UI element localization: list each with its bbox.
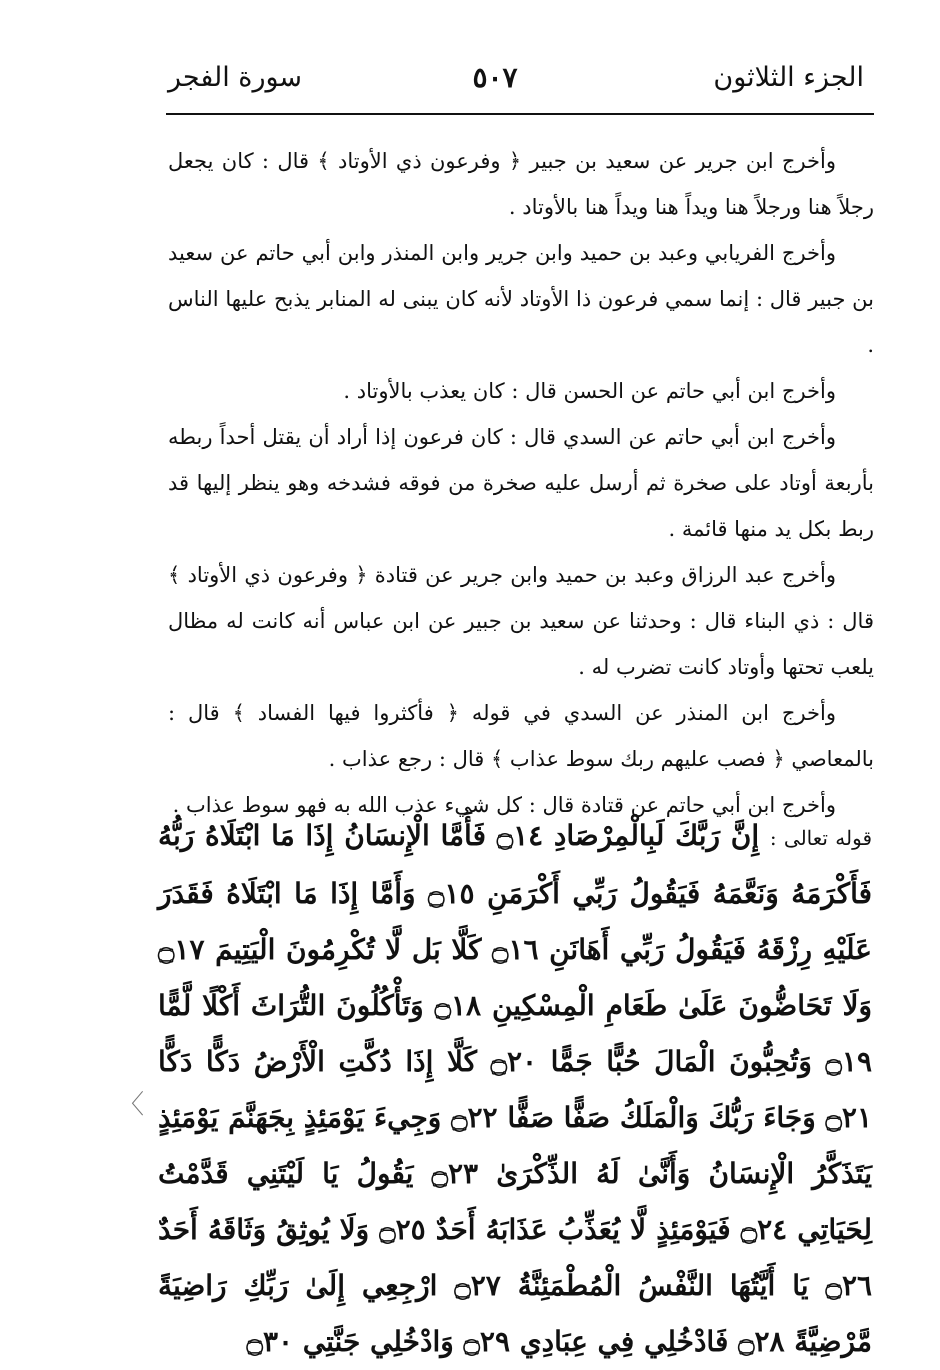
paragraph-5: وأخرج عبد الرزاق وعبد بن حميد وابن جرير عن قتادة ﴿ وفرعون ذي الأوتاد ﴾ قال : ذي البناء قال : وحدثنا عن سعيد بن جبير عن ابن عباس أنه كانت له مظال يلعب تحتها وأوتاد كانت تضرب له . — [168, 563, 874, 679]
surah-title: سورة الفجر — [168, 62, 303, 93]
header-rule — [166, 113, 874, 115]
quran-passage — [158, 808, 872, 1370]
quran-intro: قوله تعالى : — [769, 826, 873, 850]
commentary — [168, 138, 874, 828]
paragraph-3: وأخرج ابن أبي حاتم عن الحسن قال : كان يعذب بالأوتاد . — [343, 379, 836, 403]
quran-verses: إِنَّ رَبَّكَ لَبِالْمِرْصَادِ ۝١٤ فَأَمَّا الْإِنسَانُ إِذَا مَا ابْتَلَاهُ رَبُّهُ فَأَكْرَمَهُ وَنَعَّمَهُ فَيَقُولُ رَبِّي أَكْرَمَنِ ۝١٥ وَأَمَّا إِذَا مَا ابْتَلَاهُ فَقَدَرَ عَلَيْهِ رِزْقَهُ فَيَقُولُ رَبِّي أَهَانَنِ ۝١٦ كَلَّا بَل لَّا تُكْرِمُونَ الْيَتِيمَ ۝١٧ وَلَا تَحَاضُّونَ عَلَىٰ طَعَامِ الْمِسْكِينِ ۝١٨ وَتَأْكُلُونَ التُّرَاثَ أَكْلًا لَّمًّا ۝١٩ وَتُحِبُّونَ الْمَالَ حُبًّا جَمًّا ۝٢٠ كَلَّا إِذَا دُكَّتِ الْأَرْضُ دَكًّا دَكًّا ۝٢١ وَجَاءَ رَبُّكَ وَالْمَلَكُ صَفًّا صَفًّا ۝٢٢ وَجِيءَ يَوْمَئِذٍ بِجَهَنَّمَ يَوْمَئِذٍ يَتَذَكَّرُ الْإِنسَانُ وَأَنَّىٰ لَهُ الذِّكْرَىٰ ۝٢٣ يَقُولُ يَا لَيْتَنِي قَدَّمْتُ لِحَيَاتِي ۝٢٤ فَيَوْمَئِذٍ لَّا يُعَذِّبُ عَذَابَهُ أَحَدٌ ۝٢٥ وَلَا يُوثِقُ وَثَاقَهُ أَحَدٌ ۝٢٦ يَا أَيَّتُهَا النَّفْسُ الْمُطْمَئِنَّةُ ۝٢٧ ارْجِعِي إِلَىٰ رَبِّكِ رَاضِيَةً مَّرْضِيَّةً ۝٢٨ فَادْخُلِي فِي عِبَادِي ۝٢٩ وَادْخُلِي جَنَّتِي ۝٣٠ — [158, 819, 873, 1358]
page-number: ٥٠٧ — [472, 61, 518, 94]
paragraph-1: وأخرج ابن جرير عن سعيد بن جبير ﴿ وفرعون ذي الأوتاد ﴾ قال : كان يجعل رجلاً هنا ورجلاً هنا ويداً هنا ويداً هنا بالأوتاد . — [168, 149, 874, 219]
paragraph-7: وأخرج ابن أبي حاتم عن قتادة قال : كل شيء عذب الله به فهو سوط عذاب . — [172, 793, 836, 817]
paragraph-6: وأخرج ابن المنذر عن السدي في قوله ﴿ فأكثروا فيها الفساد ﴾ قال : بالمعاصي ﴿ فصب عليهم ربك سوط عذاب ﴾ قال : رجع عذاب . — [168, 701, 874, 771]
margin-mark: 〈 — [118, 1090, 145, 1120]
juz-title: الجزء الثلاثون — [713, 62, 864, 93]
paragraph-2: وأخرج الفريابي وعبد بن حميد وابن جرير وابن المنذر وابن أبي حاتم عن سعيد بن جبير قال : إنما سمي فرعون ذا الأوتاد لأنه كان يبنى له المنابر يذبح عليها الناس . — [168, 241, 874, 357]
paragraph-4: وأخرج ابن أبي حاتم عن السدي قال : كان فرعون إذا أراد أن يقتل أحداً ربطه بأربعة أوتاد على صخرة ثم أرسل عليه صخرة من فوقه فشدخه وهو ينظر إليها قد ربط بكل يد منها قائمة . — [168, 425, 874, 541]
